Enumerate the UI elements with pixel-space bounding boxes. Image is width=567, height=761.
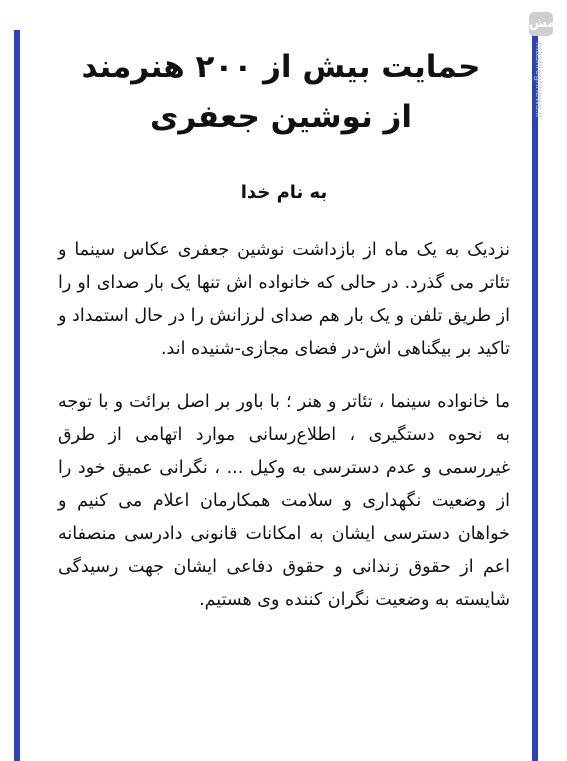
watermark-logo-icon: مش bbox=[529, 12, 553, 36]
paragraph-1: نزدیک به یک ماه از بازداشت نوشین جعفری عکاس سینما و تئاتر می گذرد. در حالی که خانواده اش تنها یک بار صدای او را از طریق تلفن و یک بار هم صدای لرزانش را در حال استمداد و تاکید بر بیگناهی اش-در فضای مجازی-شنیده اند. bbox=[58, 240, 510, 359]
left-border-bar bbox=[14, 30, 20, 761]
paragraph-2: ما خانواده سینما ، تئاتر و هنر ؛ با باور بر اصل برائت و با توجه به نحوه دستگیری ، اطلاع‌رسانی موارد اتهامی از طرق غیررسمی و عدم دسترسی به وکیل ... ، نگرانی عمیق خود را از وضعیت نگهداری و سلامت همکارمان اعلام می کنیم و خواهان دسترسی ایشان به امکانات قانونی دادرسی منصفانه اعم از حقوق زندانی و حقوق دفاعی ایشان جهت رسیدگی شایسته به وضعیت نگران کننده وی هستیم. bbox=[58, 392, 510, 610]
watermark-text: mashreghnews.ir bbox=[533, 42, 544, 119]
watermark bbox=[519, 6, 563, 136]
article-title: حمایت بیش از ۲۰۰ هنرمند از نوشین جعفری bbox=[81, 49, 481, 135]
greeting-line: به نام خدا bbox=[240, 182, 328, 203]
right-border-bar bbox=[532, 30, 538, 761]
article-content bbox=[58, 42, 510, 617]
